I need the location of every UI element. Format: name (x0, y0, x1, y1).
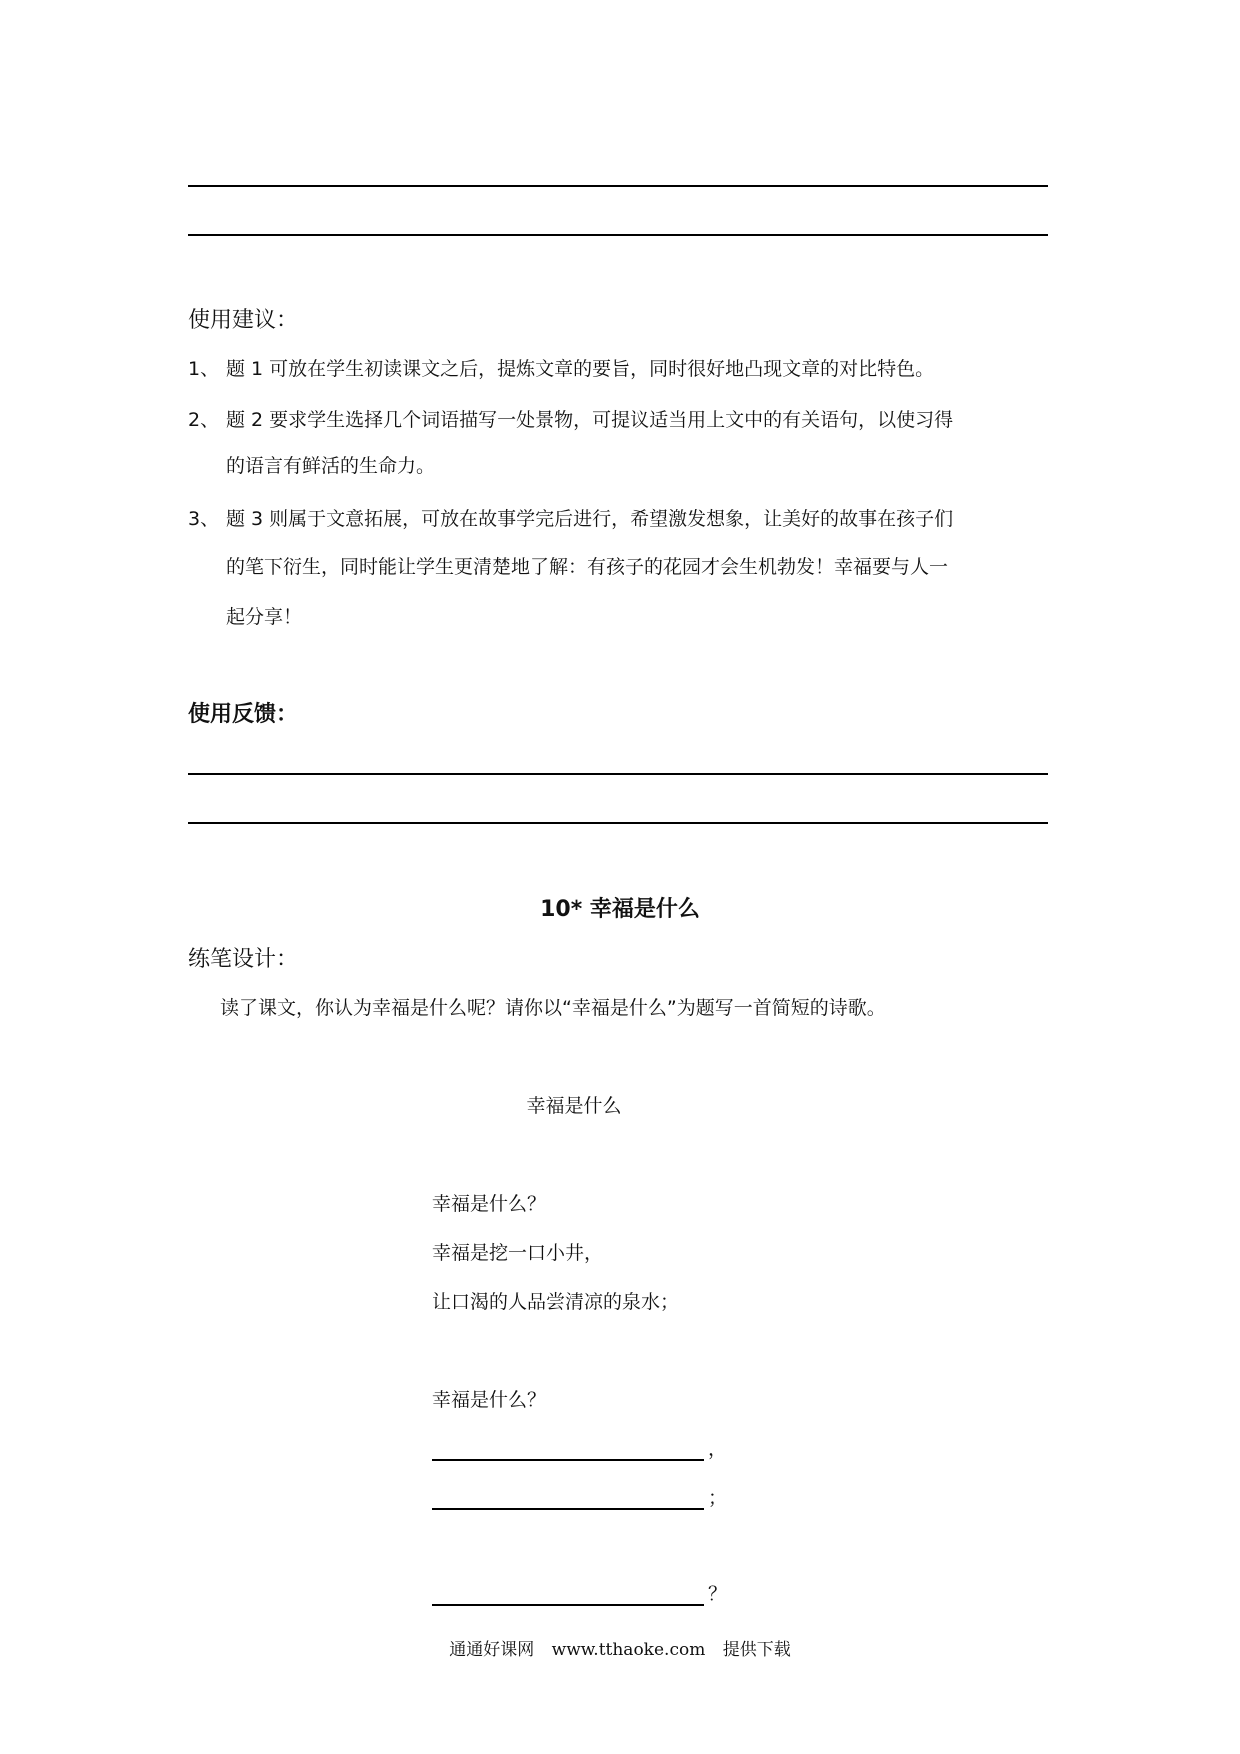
suggestion-text-continued: 的笔下衍生，同时能让学生更清楚地了解：有孩子的花园才会生机勃发！幸福要与人一 (226, 556, 949, 578)
poem-title: 幸福是什么 (526, 1095, 622, 1117)
answer-line (188, 234, 1048, 236)
answer-line (188, 185, 1048, 187)
suggestion-text: 题 1 可放在学生初读课文之后，提炼文章的要旨，同时很好地凸现文章的对比特色。 (226, 358, 935, 380)
poem-line: 幸福是什么？ (432, 1193, 547, 1215)
suggestion-text: 题 3 则属于文意拓展，可放在故事学完后进行，希望激发想象，让美好的故事在孩子们 (226, 508, 954, 530)
writing-design-heading: 练笔设计： (188, 947, 299, 972)
suggestion-number: 1、 (188, 358, 220, 380)
fill-in-line (432, 1604, 704, 1606)
suggestion-text: 题 2 要求学生选择几个词语描写一处景物，可提议适当用上文中的有关语句，以使习得 (226, 409, 954, 431)
footer-url[interactable]: www.tthaoke.com (551, 1640, 706, 1660)
footer-site-name: 通通好课网 (449, 1640, 535, 1660)
footer-suffix: 提供下载 (722, 1640, 791, 1660)
poem-line: 幸福是什么？ (432, 1389, 547, 1411)
blank-punctuation: ， (708, 1438, 728, 1460)
poem-line: 让口渴的人品尝清凉的泉水； (432, 1291, 680, 1313)
suggestion-text-continued: 的语言有鲜活的生命力。 (226, 455, 436, 477)
blank-punctuation: ？ (708, 1583, 728, 1605)
poem-line: 幸福是挖一口小井， (432, 1242, 604, 1264)
writing-prompt: 读了课文，你认为幸福是什么呢？请你以“幸福是什么”为题写一首简短的诗歌。 (220, 997, 886, 1019)
lesson-title: 10* 幸福是什么 (540, 897, 700, 922)
suggestion-text-continued: 起分享！ (226, 606, 303, 628)
page-footer (0, 1637, 1240, 1663)
feedback-heading: 使用反馈： (188, 702, 299, 727)
poem-blank-row (432, 1578, 732, 1608)
blank-punctuation: ； (708, 1487, 728, 1509)
feedback-line (188, 822, 1048, 824)
feedback-line (188, 773, 1048, 775)
suggestion-number: 2、 (188, 409, 220, 431)
fill-in-line (432, 1508, 704, 1510)
suggestion-number: 3、 (188, 508, 220, 530)
poem-blank-row (432, 1482, 732, 1512)
fill-in-line (432, 1459, 704, 1461)
suggestions-heading: 使用建议： (188, 308, 299, 333)
poem-blank-row (432, 1433, 732, 1463)
